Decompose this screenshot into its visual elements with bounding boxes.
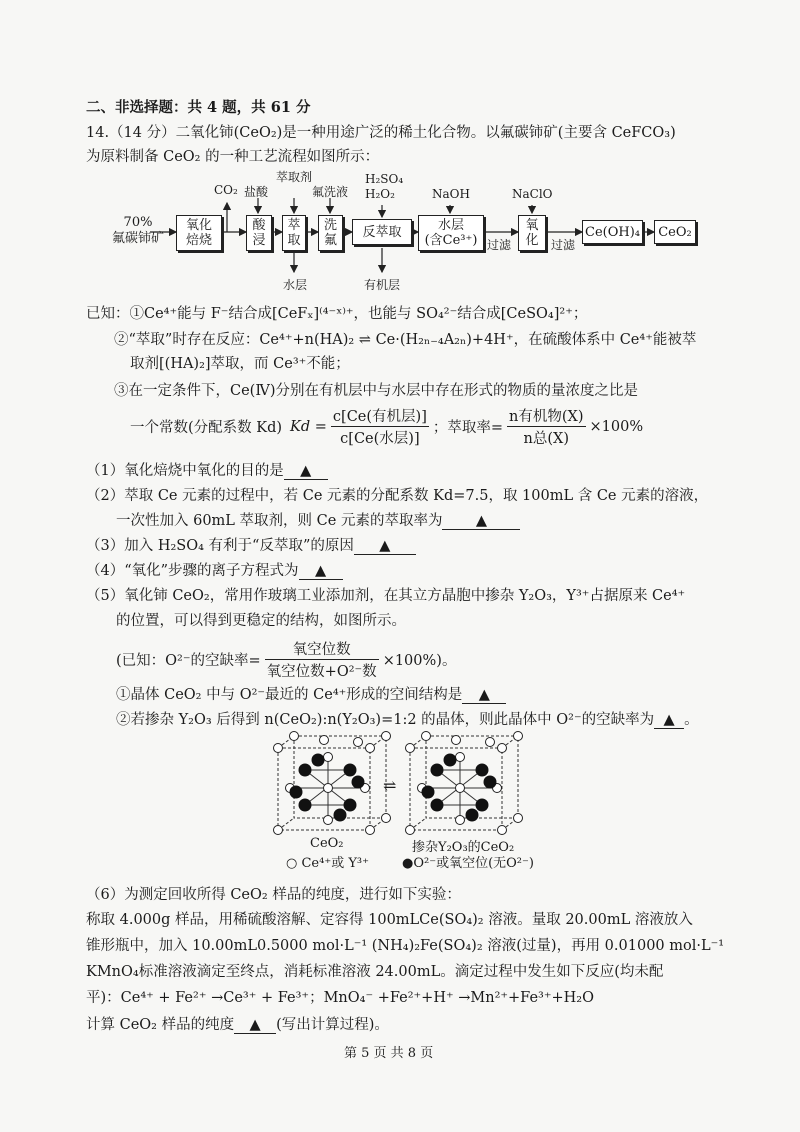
question-2b — [116, 509, 520, 530]
flow-start-line1: 70% — [123, 215, 153, 230]
answer-blank-5-1[interactable]: ▲ — [462, 687, 506, 704]
box-wash-line2: 氟 — [323, 233, 337, 248]
vacancy-tail: ×100%)。 — [382, 653, 457, 669]
question-6e-tail: (写出计算过程)。 — [276, 1017, 389, 1033]
question-5a: （5）氧化铈 CeO₂，常用作玻璃工业添加剂，在其立方晶胞中掺杂 Y₂O₃，Y³⁺占据原来 Ce⁴⁺ — [86, 588, 686, 604]
question-2b-text: 一次性加入 60mL 萃取剂，则 Ce 元素的萃取率为 — [116, 513, 443, 529]
known-3b: 一个常数(分配系数 Kd) — [130, 420, 283, 436]
question-6: （6）为测定回收所得 CeO₂ 样品的纯度，进行如下实验： — [86, 887, 461, 903]
box-ox2-line2: 化 — [525, 233, 539, 248]
h2o2-label: H₂O₂ — [365, 187, 395, 201]
co2-label: CO₂ — [214, 183, 238, 197]
water-layer-label: 水层 — [283, 278, 308, 292]
box-oxidize-line2: 焙烧 — [185, 233, 212, 248]
page-footer: 第 5 页 共 8 页 — [344, 1046, 434, 1061]
h2so4-label: H₂SO₄ — [365, 172, 404, 186]
flow-start-label — [112, 215, 164, 247]
kd-fraction — [331, 405, 429, 448]
question-6d: 平)：Ce⁴⁺ + Fe²⁺ →Ce³⁺ + Fe³⁺；MnO₄⁻ +Fe²⁺+H⁺ →Mn²⁺+Fe³⁺+H₂O — [86, 990, 594, 1006]
known-2a: ②“萃取”时存在反应：Ce⁴⁺+n(HA)₂ ⇌ Ce·(H₂ₙ₋₄A₂ₙ)+4H⁺，在硫酸体系中 Ce⁴⁺能被萃 — [114, 332, 697, 348]
hcl-label: 盐酸 — [244, 185, 269, 199]
naclo-label: NaClO — [512, 187, 553, 201]
box-fluorine-wash — [318, 215, 343, 251]
question-6a: 称取 4.000g 样品，用稀硫酸溶解、定容得 100mLCe(SO₄)₂ 溶液。量取 20.00mL 溶液放入 — [86, 912, 693, 928]
vacancy-fraction — [265, 638, 379, 681]
question-5-1 — [116, 683, 506, 704]
question-3-text: （3）加入 H₂SO₄ 有利于“反萃取”的原因 — [86, 538, 354, 554]
question-1 — [86, 459, 328, 480]
known-2b: 取剂[(HA)₂]萃取，而 Ce³⁺不能； — [130, 356, 350, 372]
doped-atoms — [406, 732, 523, 835]
vacancy-formula — [116, 638, 456, 681]
box-ox2-line1: 氧 — [525, 218, 539, 233]
doped-unit-cell — [410, 736, 518, 830]
section-title: 二、非选择题：共 4 题，共 61 分 — [86, 99, 311, 116]
question-6e-text: 计算 CeO₂ 样品的纯度 — [86, 1017, 235, 1033]
organic-layer-label: 有机层 — [364, 278, 401, 292]
ceo2-atoms — [274, 732, 391, 835]
question-5-2 — [116, 708, 699, 729]
box-oxidize-line1: 氧化 — [185, 218, 212, 233]
question-5-2-text: ②若掺杂 Y₂O₃ 后得到 n(CeO₂):n(Y₂O₃)=1:2 的晶体，则此晶体中 O²⁻的空缺率为 — [116, 712, 655, 728]
legend-ce-y: ○ Ce⁴⁺或 Y³⁺ — [286, 856, 369, 871]
answer-blank-4[interactable]: ▲ — [299, 563, 343, 580]
doped-caption: 掺杂Y₂O₃的CeO₂ — [412, 840, 515, 855]
box-aq-line2: (含Ce³⁺) — [424, 233, 478, 248]
flow-arrows — [0, 0, 800, 300]
q14-intro-line2: 为原料制备 CeO₂ 的一种工艺流程如图所示： — [86, 149, 380, 165]
question-5-1-text: ①晶体 CeO₂ 中与 O²⁻最近的 Ce⁴⁺形成的空间结构是 — [116, 687, 463, 703]
rate-denominator: n总(X) — [523, 431, 569, 447]
answer-blank-6[interactable]: ▲ — [234, 1017, 276, 1034]
question-6c: KMnO₄标准溶液滴定至终点，消耗标准溶液 24.00mL。滴定过程中发生如下反应(均未配 — [86, 964, 664, 980]
vacancy-lhs: (已知：O²⁻的空缺率= — [116, 653, 261, 669]
vacancy-numerator: 氧空位数 — [265, 638, 379, 660]
kd-numerator: c[Ce(有机层)] — [331, 405, 429, 427]
filter-label-2: 过滤 — [551, 238, 576, 252]
box-acid-line2: 浸 — [252, 233, 266, 248]
answer-blank-2[interactable]: ▲ — [442, 513, 520, 530]
kd-denominator: c[Ce(水层)] — [340, 431, 420, 447]
answer-blank-5-2[interactable]: ▲ — [654, 712, 684, 729]
naoh-label: NaOH — [432, 187, 470, 201]
question-4 — [86, 559, 343, 580]
kd-lhs: Kd = — [290, 418, 327, 435]
box-extract-line2: 取 — [287, 233, 301, 248]
answer-blank-3[interactable]: ▲ — [354, 538, 416, 555]
ceo2-unit-cell — [278, 736, 386, 830]
box-acid-leach — [246, 215, 272, 251]
box-oxidize-roast — [176, 215, 222, 251]
box-ce-oh4: Ce(OH)₄ — [582, 220, 643, 244]
box-back-extract: 反萃取 — [352, 219, 412, 245]
box-extract-line1: 萃 — [287, 218, 301, 233]
flow-start-line2: 氟碳铈矿 — [112, 231, 165, 246]
question-1-text: （1）氧化焙烧中氧化的目的是 — [86, 463, 284, 479]
box-aq-line1: 水层 — [437, 218, 464, 233]
box-oxidation — [518, 215, 546, 251]
known-3b-formula — [130, 405, 643, 448]
box-aqueous-layer — [418, 215, 484, 251]
box-ceo2: CeO₂ — [654, 220, 696, 244]
q14-intro-line1: 14.（14 分）二氧化铈(CeO₂)是一种用途广泛的稀土化合物。以氟碳铈矿(主要含 CeFCO₃) — [86, 125, 676, 141]
rate-lhs: ；萃取率= — [432, 420, 504, 436]
known-1: 已知：①Ce⁴⁺能与 F⁻结合成[CeFₓ]⁽⁴⁻ˣ⁾⁺，也能与 SO₄²⁻结合成[CeSO₄]²⁺； — [86, 306, 588, 322]
question-5-2-period: 。 — [684, 712, 699, 728]
answer-blank-1[interactable]: ▲ — [284, 463, 328, 480]
box-wash-line1: 洗 — [323, 218, 337, 233]
question-6b: 锥形瓶中，加入 10.00mL0.5000 mol·L⁻¹ (NH₄)₂Fe(SO₄)₂ 溶液(过量)，再用 0.01000 mol·L⁻¹ — [86, 938, 725, 954]
question-6e — [86, 1013, 389, 1034]
vacancy-denominator: 氧空位数+O²⁻数 — [266, 664, 377, 680]
rate-tail: ×100% — [589, 418, 644, 435]
extractant-label: 萃取剂 — [276, 170, 313, 184]
question-2a: （2）萃取 Ce 元素的过程中，若 Ce 元素的分配系数 Kd=7.5，取 100mL 含 Ce 元素的溶液， — [86, 488, 709, 504]
equilibrium-arrow: ⇌ — [383, 776, 397, 795]
f-wash-label: 氟洗液 — [312, 185, 349, 199]
box-extract — [282, 215, 306, 251]
ceo2-caption: CeO₂ — [310, 836, 344, 851]
rate-fraction — [507, 405, 585, 448]
reagent-h2so4-h2o2 — [365, 172, 403, 202]
filter-label-1: 过滤 — [487, 238, 512, 252]
question-4-text: （4）“氧化”步骤的离子方程式为 — [86, 563, 299, 579]
known-3a: ③在一定条件下，Ce(Ⅳ)分别在有机层中与水层中存在形式的物质的量浓度之比是 — [114, 383, 638, 399]
box-acid-line1: 酸 — [252, 218, 266, 233]
question-3 — [86, 534, 416, 555]
legend-o-vacancy: ●O²⁻或氧空位(无O²⁻) — [402, 856, 534, 871]
question-5b: 的位置，可以得到更稳定的结构，如图所示。 — [116, 613, 406, 629]
rate-numerator: n有机物(X) — [507, 405, 585, 427]
